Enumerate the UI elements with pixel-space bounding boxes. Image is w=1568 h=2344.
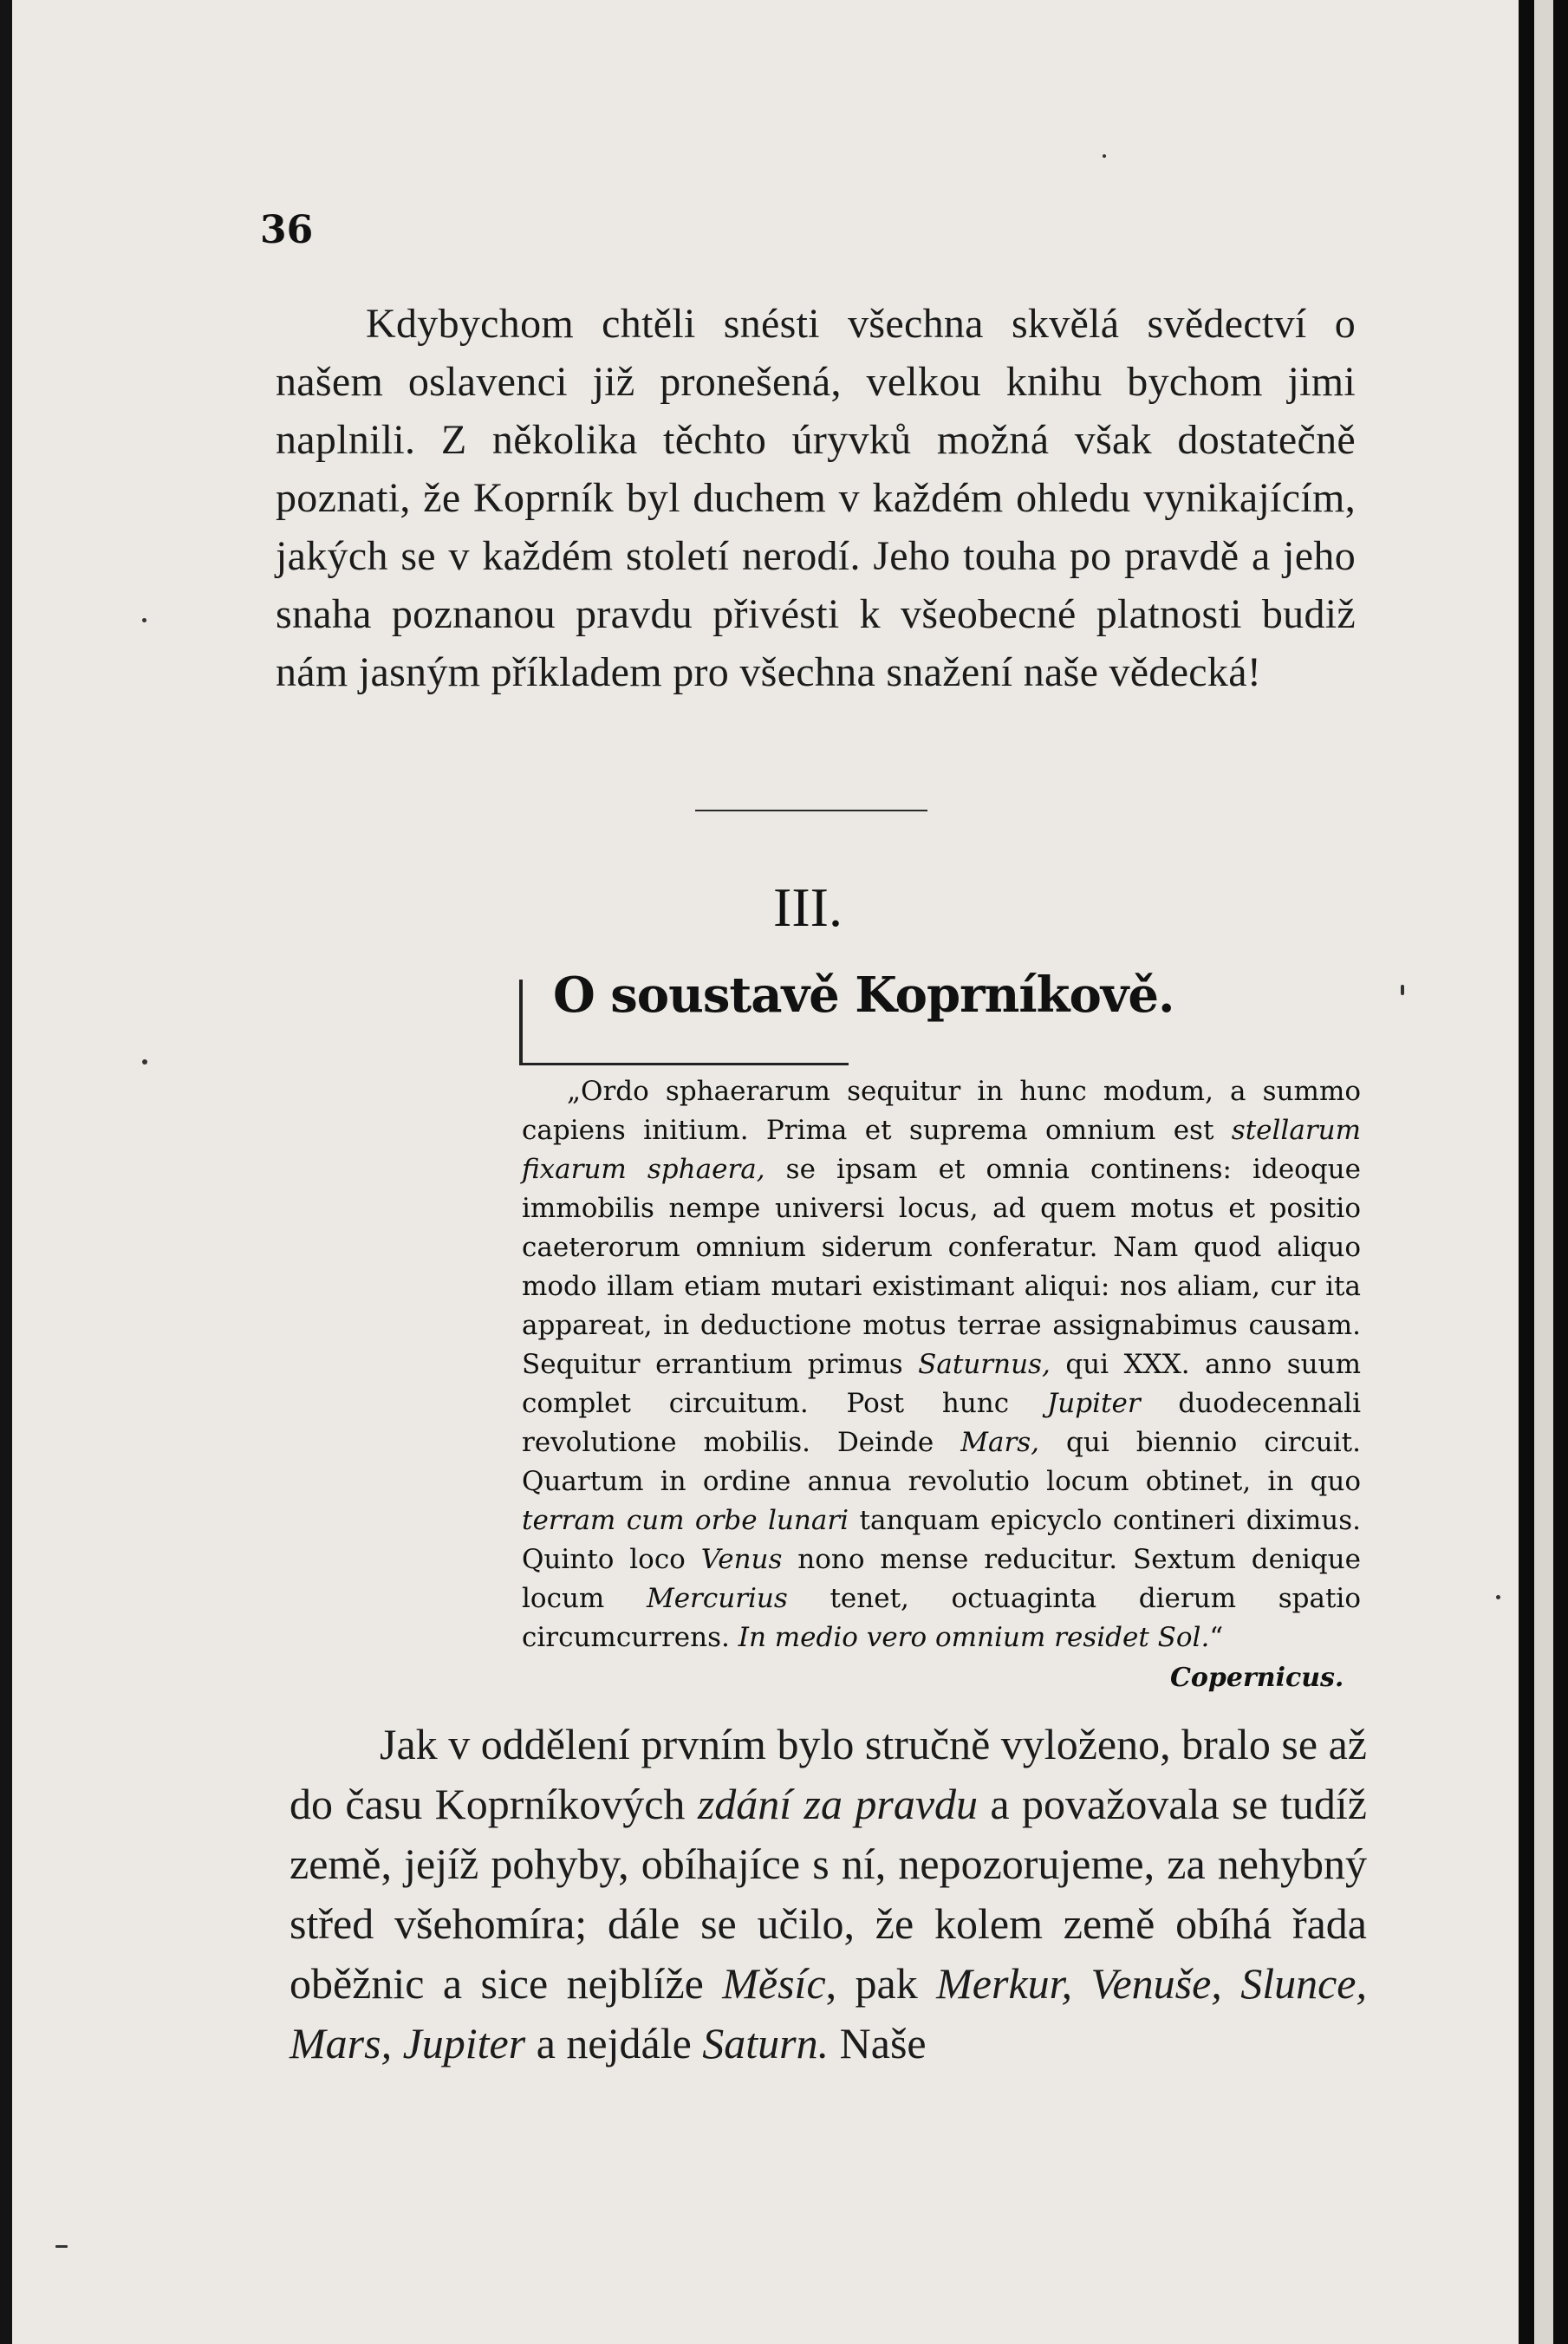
quote-segment: se ipsam et omnia continens: ideoque immobilis nempe universi locus, ad quem motus et positio caeterorum omnium siderum conferatur. Nam quod aliquo modo illam etiam mutari existimant aliqui: nos aliam, cur ita appareat, in deductione motus terrae assignabimus causam. Sequitur errantium primus [522, 1154, 1361, 1380]
paragraph-segment [1072, 1959, 1090, 2008]
section-title: O soustavě Koprníkově. [553, 967, 1174, 1024]
quote-segment-italic: terram cum orbe lunari [522, 1505, 849, 1536]
pencil-underline-mark [519, 1063, 849, 1065]
quote-segment-italic: Jupiter [1046, 1388, 1141, 1419]
paragraph-segment-italic: Jupiter [402, 2019, 526, 2067]
quote-segment: tanquam epicyclo contineri diximus. Quinto loco [522, 1505, 1361, 1575]
quote-segment-italic: Saturnus, [918, 1349, 1051, 1380]
latin-quote-text [522, 1072, 1361, 1657]
paragraph-segment-italic: Merkur, [936, 1959, 1073, 2008]
paragraph-segment: Jak v oddělení prvním bylo stručně vyloženo, bralo se až do času Koprníkových [290, 1720, 1367, 1828]
quote-segment: “ [1209, 1622, 1224, 1653]
paragraph-segment: a považovala se tudíž země, jejíž pohyby, obíhajíce s ní, nepozorujeme, za nehybný střed všehomíra; dále se učilo, že kolem země obíhá řada oběžnic a sice nejblíže [290, 1780, 1368, 2008]
adjacent-page-edge [1519, 0, 1568, 2344]
paragraph-segment-italic: Mars, [290, 2019, 393, 2067]
scan-speck [142, 618, 146, 622]
paragraph-segment [1222, 1959, 1240, 2008]
scan-speck [142, 1059, 147, 1065]
paragraph-segment: Naše [829, 2019, 927, 2067]
adjacent-page-sliver [1534, 0, 1553, 2344]
paragraph-segment: , pak [825, 1959, 937, 2008]
scan-speck [1103, 154, 1106, 158]
paragraph-segment-italic: Venuše, [1090, 1959, 1222, 2008]
quote-author: Copernicus. [1170, 1663, 1344, 1693]
quote-segment: „Ordo sphaerarum sequitur in hunc modum, a summo capiens initium. Prima et suprema omnium est [522, 1076, 1361, 1146]
quote-segment: duodecennali revolutione mobilis. Deinde [522, 1388, 1361, 1458]
book-page [12, 0, 1519, 2344]
pencil-bracket-mark [519, 980, 523, 1064]
paragraph-segment [392, 2019, 403, 2067]
paragraph-segment-italic: Měsíc [722, 1959, 826, 2008]
section-divider [695, 810, 927, 811]
main-paragraph [290, 1715, 1367, 2074]
quote-segment: qui biennio circuit. Quartum in ordine annua revolutio locum obtinet, in quo [522, 1427, 1361, 1497]
scan-speck [55, 2245, 68, 2248]
paragraph-segment: a nejdále [525, 2019, 703, 2067]
quote-segment: qui XXX. anno suum complet circuitum. Post hunc [522, 1349, 1361, 1419]
quote-segment-italic: Mercurius [646, 1583, 788, 1614]
page-number: 36 [260, 208, 314, 252]
quote-segment: tenet, octuaginta dierum spatio circumcurrens. [522, 1583, 1362, 1653]
quote-segment-italic: Mars, [960, 1427, 1040, 1458]
section-number: III. [773, 876, 843, 938]
quote-segment: nono mense reducitur. Sextum denique locum [522, 1544, 1361, 1614]
paragraph-segment-italic: Saturn. [702, 2019, 830, 2067]
quote-segment-italic: Venus [700, 1544, 783, 1575]
quote-segment-italic: stellarum fixarum sphaera, [522, 1115, 1361, 1185]
paragraph-segment-italic: Slunce, [1240, 1959, 1367, 2008]
intro-paragraph: Kdybychom chtěli snésti všechna skvělá svědectví o našem oslavenci již pronešená, velkou knihu bychom jimi naplnili. Z několika těchto úryvků možná však dostatečně poznati, že Koprník byl duchem v každém ohledu vynikajícím, jakých se v každém století nerodí. Jeho touha po pravdě a jeho snaha poznanou pravdu přivésti k všeobecné platnosti budiž nám jasným příkladem pro všechna snažení naše vědecká! [276, 301, 1356, 695]
paragraph-segment-italic: zdání za pravdu [697, 1780, 979, 1828]
quote-segment-italic: In medio vero omnium residet Sol. [738, 1622, 1210, 1653]
latin-quote [522, 1072, 1361, 1657]
scan-speck [1401, 985, 1404, 995]
scan-speck [1496, 1595, 1500, 1599]
